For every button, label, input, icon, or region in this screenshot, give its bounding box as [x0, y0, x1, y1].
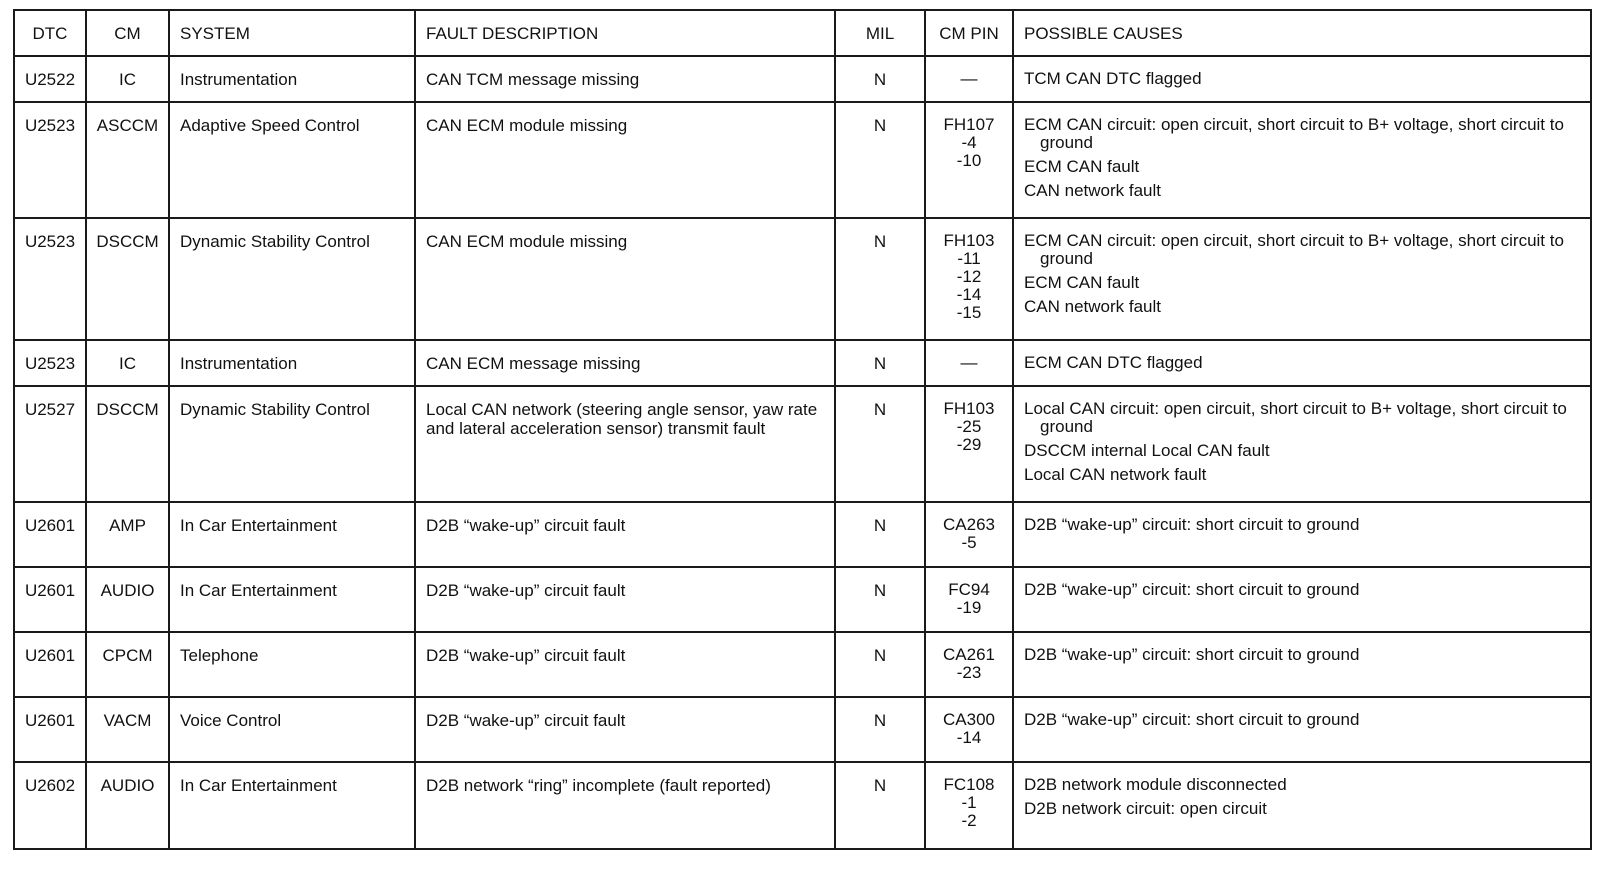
cell-cm-pin	[925, 218, 1013, 340]
cell-possible-causes	[1013, 386, 1591, 502]
cell-cm: AMP	[86, 502, 169, 567]
cell-mil: N	[835, 632, 925, 697]
cell-possible-causes	[1013, 762, 1591, 849]
pin-value: CA261	[943, 645, 995, 664]
table-row	[14, 386, 1591, 502]
cell-dtc: U2601	[14, 502, 86, 567]
table-row	[14, 218, 1591, 340]
cell-mil: N	[835, 502, 925, 567]
pin-value: -1	[961, 793, 977, 812]
cell-mil: N	[835, 762, 925, 849]
pin-value: —	[960, 69, 978, 88]
table-row	[14, 502, 1591, 567]
cause-item: CAN network fault	[1024, 181, 1161, 200]
cell-possible-causes	[1013, 340, 1591, 386]
header-system: SYSTEM	[169, 10, 415, 56]
cell-cm: AUDIO	[86, 567, 169, 632]
cell-system: In Car Entertainment	[169, 762, 415, 849]
cause-item: D2B “wake-up” circuit: short circuit to ground	[1024, 645, 1360, 664]
cell-cm-pin	[925, 102, 1013, 218]
pin-value: FC108	[943, 775, 995, 794]
cell-dtc: U2601	[14, 697, 86, 762]
table-row	[14, 632, 1591, 697]
cell-possible-causes	[1013, 632, 1591, 697]
cell-system: Adaptive Speed Control	[169, 102, 415, 218]
header-fault-description: FAULT DESCRIPTION	[415, 10, 835, 56]
pin-value: -2	[961, 811, 977, 830]
cell-fault-description: CAN TCM message missing	[415, 56, 835, 102]
pin-value: -10	[956, 151, 982, 170]
header-cm-pin: CM PIN	[925, 10, 1013, 56]
cause-item: DSCCM internal Local CAN fault	[1024, 441, 1270, 460]
cell-dtc: U2523	[14, 218, 86, 340]
cell-cm-pin	[925, 697, 1013, 762]
cell-system: In Car Entertainment	[169, 502, 415, 567]
table-row	[14, 340, 1591, 386]
pin-value: FC94	[948, 580, 990, 599]
pin-value: -23	[956, 663, 982, 682]
cell-possible-causes	[1013, 56, 1591, 102]
cell-fault-description: CAN ECM module missing	[415, 102, 835, 218]
cell-mil: N	[835, 56, 925, 102]
cell-fault-description: CAN ECM message missing	[415, 340, 835, 386]
cell-possible-causes	[1013, 218, 1591, 340]
cell-mil: N	[835, 218, 925, 340]
cause-item: ECM CAN circuit: open circuit, short circuit to B+ voltage, short circuit to ground	[1024, 115, 1564, 152]
cell-fault-description: Local CAN network (steering angle sensor, yaw rate and lateral acceleration sensor) transmit fault	[415, 386, 835, 502]
cell-dtc: U2523	[14, 102, 86, 218]
cell-possible-causes	[1013, 102, 1591, 218]
cell-cm-pin	[925, 56, 1013, 102]
cause-item: Local CAN network fault	[1024, 465, 1207, 484]
cell-system: Instrumentation	[169, 340, 415, 386]
cell-mil: N	[835, 697, 925, 762]
cause-item: D2B “wake-up” circuit: short circuit to ground	[1024, 515, 1360, 534]
cell-cm: VACM	[86, 697, 169, 762]
cell-possible-causes	[1013, 697, 1591, 762]
pin-value: -5	[961, 533, 977, 552]
pin-value: -14	[956, 285, 982, 304]
cell-system: Instrumentation	[169, 56, 415, 102]
cause-item: D2B network module disconnected	[1024, 775, 1287, 794]
pin-value: -12	[956, 267, 982, 286]
cell-cm-pin	[925, 762, 1013, 849]
table-row	[14, 102, 1591, 218]
cause-item: ECM CAN fault	[1024, 273, 1140, 292]
cell-dtc: U2523	[14, 340, 86, 386]
cell-fault-description: D2B “wake-up” circuit fault	[415, 697, 835, 762]
pin-value: FH103	[943, 231, 995, 250]
table-row	[14, 697, 1591, 762]
header-row	[14, 10, 1591, 56]
cell-cm-pin	[925, 340, 1013, 386]
pin-value: FH103	[943, 399, 995, 418]
cause-item: CAN network fault	[1024, 297, 1161, 316]
cell-fault-description: CAN ECM module missing	[415, 218, 835, 340]
pin-value: -25	[956, 417, 982, 436]
cell-cm-pin	[925, 632, 1013, 697]
cell-system: Dynamic Stability Control	[169, 218, 415, 340]
cell-cm: DSCCM	[86, 386, 169, 502]
cell-system: Telephone	[169, 632, 415, 697]
header-dtc: DTC	[14, 10, 86, 56]
pin-value: CA300	[943, 710, 995, 729]
cell-cm: ASCCM	[86, 102, 169, 218]
table-header	[14, 10, 1591, 56]
table-row	[14, 56, 1591, 102]
cell-dtc: U2522	[14, 56, 86, 102]
pin-value: -11	[957, 249, 981, 268]
cell-fault-description: D2B “wake-up” circuit fault	[415, 632, 835, 697]
cell-dtc: U2602	[14, 762, 86, 849]
cell-possible-causes	[1013, 567, 1591, 632]
table-row	[14, 762, 1591, 849]
cell-dtc: U2527	[14, 386, 86, 502]
cause-item: ECM CAN circuit: open circuit, short circuit to B+ voltage, short circuit to ground	[1024, 231, 1564, 268]
cell-cm-pin	[925, 502, 1013, 567]
cell-mil: N	[835, 386, 925, 502]
pin-value: -15	[956, 303, 982, 322]
dtc-table	[13, 9, 1592, 850]
cell-cm-pin	[925, 386, 1013, 502]
header-cm: CM	[86, 10, 169, 56]
cell-system: Dynamic Stability Control	[169, 386, 415, 502]
pin-value: FH107	[943, 115, 995, 134]
pin-value: —	[960, 353, 978, 372]
table-row	[14, 567, 1591, 632]
cell-cm-pin	[925, 567, 1013, 632]
pin-value: -14	[956, 728, 982, 747]
cause-item: D2B “wake-up” circuit: short circuit to ground	[1024, 580, 1360, 599]
pin-value: -4	[961, 133, 977, 152]
cell-mil: N	[835, 567, 925, 632]
cause-item: ECM CAN fault	[1024, 157, 1140, 176]
cause-item: Local CAN circuit: open circuit, short circuit to B+ voltage, short circuit to ground	[1024, 399, 1567, 436]
cell-dtc: U2601	[14, 632, 86, 697]
cell-fault-description: D2B “wake-up” circuit fault	[415, 502, 835, 567]
header-possible-causes: POSSIBLE CAUSES	[1013, 10, 1591, 56]
cell-cm: IC	[86, 340, 169, 386]
pin-value: CA263	[943, 515, 995, 534]
cause-item: TCM CAN DTC flagged	[1024, 69, 1202, 88]
cause-item: D2B network circuit: open circuit	[1024, 799, 1267, 818]
cell-possible-causes	[1013, 502, 1591, 567]
cell-fault-description: D2B network “ring” incomplete (fault reported)	[415, 762, 835, 849]
pin-value: -29	[956, 435, 982, 454]
cell-system: In Car Entertainment	[169, 567, 415, 632]
cell-dtc: U2601	[14, 567, 86, 632]
cell-fault-description: D2B “wake-up” circuit fault	[415, 567, 835, 632]
cell-cm: IC	[86, 56, 169, 102]
cell-cm: DSCCM	[86, 218, 169, 340]
pin-value: -19	[956, 598, 982, 617]
cell-cm: CPCM	[86, 632, 169, 697]
header-mil: MIL	[835, 10, 925, 56]
cell-mil: N	[835, 340, 925, 386]
cell-mil: N	[835, 102, 925, 218]
cause-item: ECM CAN DTC flagged	[1024, 353, 1203, 372]
table-body	[14, 56, 1591, 849]
cause-item: D2B “wake-up” circuit: short circuit to ground	[1024, 710, 1360, 729]
cell-system: Voice Control	[169, 697, 415, 762]
cell-cm: AUDIO	[86, 762, 169, 849]
